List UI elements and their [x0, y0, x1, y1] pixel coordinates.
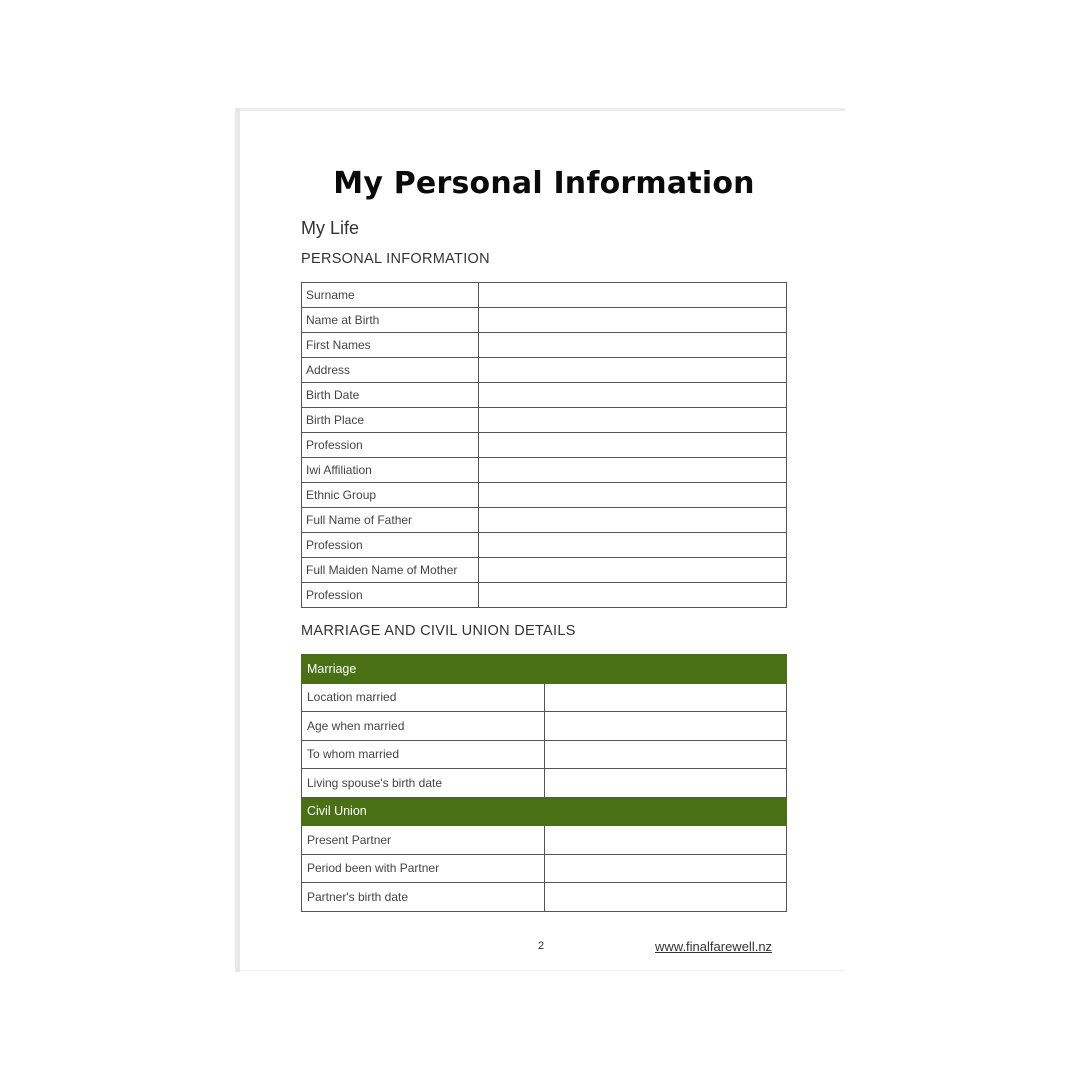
field-label: Birth Place: [302, 408, 479, 433]
field-label: Partner's birth date: [302, 883, 545, 912]
field-value[interactable]: [479, 558, 787, 583]
civil-union-section-header: [302, 797, 787, 826]
table-row: [302, 383, 787, 408]
field-value[interactable]: [479, 533, 787, 558]
field-value[interactable]: [544, 769, 787, 798]
table-row: [302, 740, 787, 769]
field-label: Profession: [302, 533, 479, 558]
field-value[interactable]: [479, 308, 787, 333]
field-label: Full Name of Father: [302, 508, 479, 533]
table-row: [302, 826, 787, 855]
field-value[interactable]: [479, 408, 787, 433]
field-value[interactable]: [479, 283, 787, 308]
field-value[interactable]: [544, 683, 787, 712]
field-label: Period been with Partner: [302, 854, 545, 883]
field-label: Full Maiden Name of Mother: [302, 558, 479, 583]
field-value[interactable]: [544, 826, 787, 855]
personal-information-table: [301, 282, 787, 608]
field-value[interactable]: [479, 583, 787, 608]
field-label: Iwi Affiliation: [302, 458, 479, 483]
field-label: Location married: [302, 683, 545, 712]
table-row: [302, 408, 787, 433]
field-value[interactable]: [544, 854, 787, 883]
field-value[interactable]: [479, 458, 787, 483]
table-row: [302, 683, 787, 712]
marriage-section-header: [302, 655, 787, 684]
table-row: [302, 883, 787, 912]
field-label: Birth Date: [302, 383, 479, 408]
field-value[interactable]: [544, 740, 787, 769]
field-label: Name at Birth: [302, 308, 479, 333]
field-value[interactable]: [479, 358, 787, 383]
table-row: [302, 458, 787, 483]
table-row: [302, 333, 787, 358]
field-value[interactable]: [544, 883, 787, 912]
field-value[interactable]: [479, 508, 787, 533]
field-label: Ethnic Group: [302, 483, 479, 508]
field-value[interactable]: [479, 383, 787, 408]
table-row: [302, 508, 787, 533]
table-row: [302, 358, 787, 383]
website-link[interactable]: www.finalfarewell.nz: [655, 939, 773, 954]
civil-union-section-label: Civil Union: [302, 797, 787, 826]
page-title: My Personal Information: [333, 166, 755, 201]
field-label: First Names: [302, 333, 479, 358]
field-value[interactable]: [479, 333, 787, 358]
table-row: [302, 533, 787, 558]
field-value[interactable]: [479, 433, 787, 458]
marriage-civil-union-heading: MARRIAGE AND CIVIL UNION DETAILS: [301, 623, 576, 639]
field-label: Surname: [302, 283, 479, 308]
field-label: Address: [302, 358, 479, 383]
personal-information-heading: PERSONAL INFORMATION: [301, 251, 490, 267]
field-value[interactable]: [544, 712, 787, 741]
field-label: Present Partner: [302, 826, 545, 855]
table-row: [302, 433, 787, 458]
field-label: Living spouse's birth date: [302, 769, 545, 798]
table-row: [302, 854, 787, 883]
table-row: [302, 483, 787, 508]
marriage-civil-union-table: [301, 654, 787, 912]
table-row: [302, 558, 787, 583]
table-row: [302, 283, 787, 308]
page-number: 2: [538, 940, 545, 952]
field-label: To whom married: [302, 740, 545, 769]
field-label: Profession: [302, 433, 479, 458]
field-label: Age when married: [302, 712, 545, 741]
table-row: [302, 308, 787, 333]
field-value[interactable]: [479, 483, 787, 508]
page-subtitle: My Life: [301, 218, 360, 238]
table-row: [302, 712, 787, 741]
table-row: [302, 769, 787, 798]
field-label: Profession: [302, 583, 479, 608]
marriage-section-label: Marriage: [302, 655, 787, 684]
table-row: [302, 583, 787, 608]
